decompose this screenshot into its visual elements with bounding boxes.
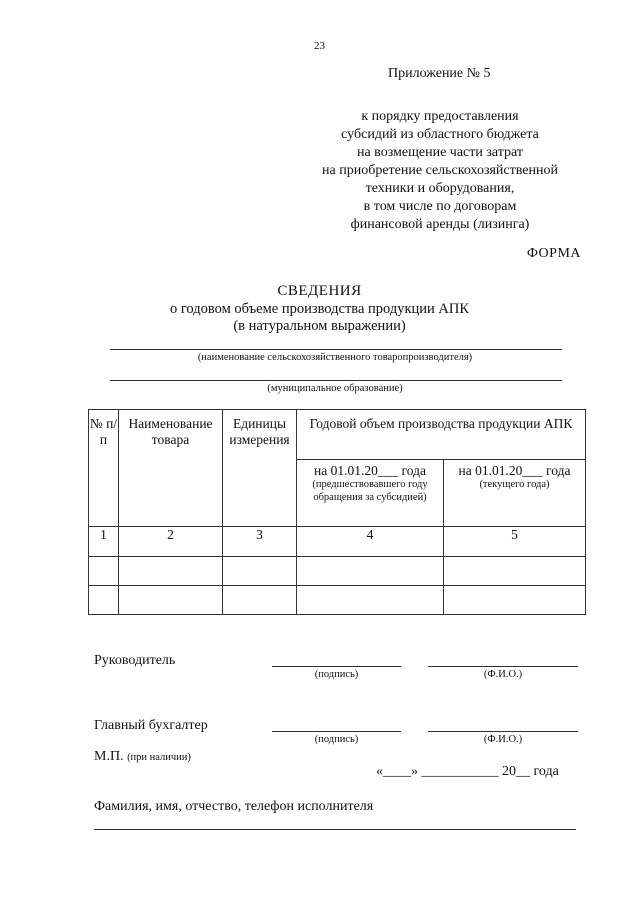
appendix-description	[290, 108, 590, 234]
column-number: 2	[119, 527, 223, 557]
header-number: № п/п	[89, 410, 119, 527]
head-name-field[interactable]	[428, 666, 578, 667]
header-units: Единицы измерения	[223, 410, 297, 527]
producer-name-caption: (наименование сельскохозяйственного товаропроизводителя)	[197, 352, 473, 363]
appendix-line: на возмещение части затрат	[356, 145, 524, 160]
accountant-signature-caption: (подпись)	[314, 734, 359, 745]
column-number: 4	[297, 527, 444, 557]
previous-year-date: на 01.01.20___ года	[314, 463, 426, 478]
head-signature-field[interactable]	[272, 666, 401, 667]
table-cell[interactable]	[89, 586, 119, 615]
municipality-caption: (муниципальное образование)	[267, 383, 403, 394]
municipality-field[interactable]	[110, 380, 562, 381]
table-row	[89, 557, 586, 586]
stamp-label: М.П.	[94, 749, 124, 764]
appendix-line: на приобретение сельскохозяйственной	[322, 163, 558, 178]
column-number: 5	[444, 527, 586, 557]
table-row	[89, 586, 586, 615]
head-name-caption: (Ф.И.О.)	[483, 669, 523, 680]
stamp-note: (при наличии)	[127, 752, 191, 763]
appendix-title: Приложение № 5	[388, 66, 491, 81]
appendix-line: в том числе по договорам	[363, 199, 517, 214]
table-cell[interactable]	[119, 586, 223, 615]
table-cell[interactable]	[119, 557, 223, 586]
document-subtitle-note: (в натуральном выражении)	[233, 318, 406, 334]
header-annual-volume: Годовой объем производства продукции АПК	[297, 410, 586, 460]
accountant-signature-field[interactable]	[272, 731, 401, 732]
previous-year-note: (предшествовавшего году обращения за субсидией)	[312, 479, 428, 503]
accountant-label: Главный бухгалтер	[94, 718, 208, 733]
executor-label: Фамилия, имя, отчество, телефон исполнителя	[94, 799, 374, 814]
page-number: 23	[314, 40, 325, 52]
table-cell[interactable]	[223, 557, 297, 586]
accountant-name-caption: (Ф.И.О.)	[483, 734, 523, 745]
producer-name-field[interactable]	[110, 349, 562, 350]
table-cell[interactable]	[444, 586, 586, 615]
header-previous-year	[297, 460, 444, 527]
appendix-line: финансовой аренды (лизинга)	[350, 217, 530, 232]
table-cell[interactable]	[223, 586, 297, 615]
executor-field[interactable]	[94, 829, 576, 830]
table-cell[interactable]	[444, 557, 586, 586]
header-product-name: Наименование товара	[119, 410, 223, 527]
document-subtitle: о годовом объеме производства продукции АПК	[169, 301, 470, 317]
accountant-name-field[interactable]	[428, 731, 578, 732]
document-title: СВЕДЕНИЯ	[277, 283, 362, 299]
production-table	[88, 409, 586, 615]
column-number: 1	[89, 527, 119, 557]
column-number-row	[89, 527, 586, 557]
appendix-line: субсидий из областного бюджета	[341, 127, 539, 142]
stamp-place	[94, 749, 191, 765]
table-cell[interactable]	[297, 557, 444, 586]
form-label: ФОРМА	[526, 246, 581, 261]
head-label: Руководитель	[94, 653, 176, 668]
table-cell[interactable]	[297, 586, 444, 615]
appendix-line: техники и оборудования,	[365, 181, 515, 196]
appendix-line: к порядку предоставления	[361, 109, 519, 124]
current-year-note: (текущего года)	[479, 479, 550, 490]
table-cell[interactable]	[89, 557, 119, 586]
header-current-year	[444, 460, 586, 527]
head-signature-caption: (подпись)	[314, 669, 359, 680]
current-year-date: на 01.01.20___ года	[458, 463, 571, 478]
date-line[interactable]: «____» ___________ 20__ года	[376, 764, 559, 779]
column-number: 3	[223, 527, 297, 557]
